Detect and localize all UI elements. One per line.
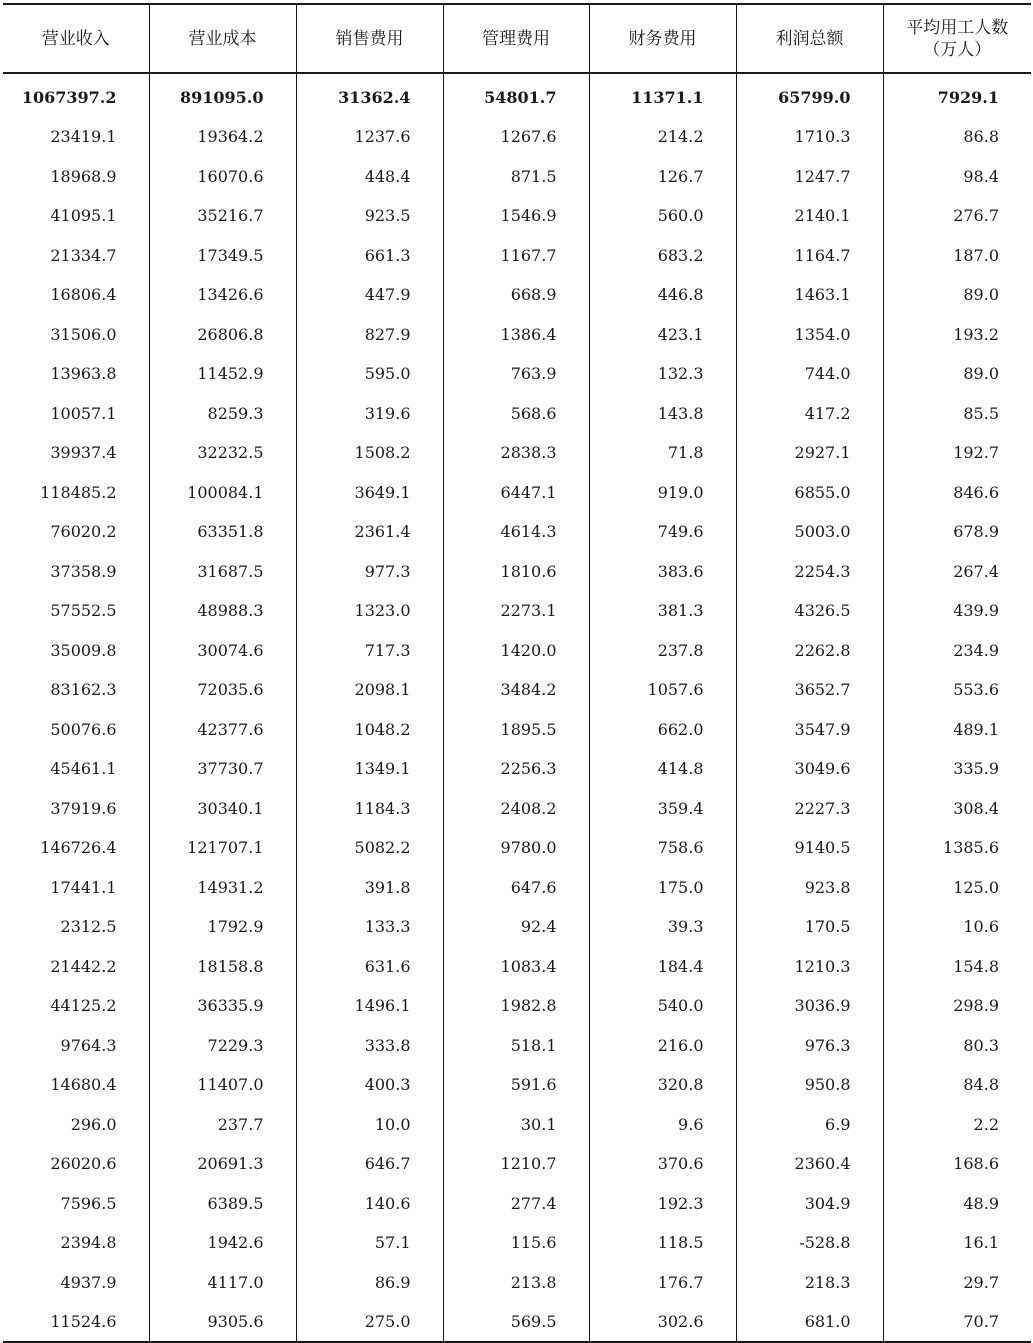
table-cell: 3036.9 [736,986,883,1026]
table-cell: 175.0 [589,868,736,908]
header-total-profit: 利润总额 [736,4,883,73]
header-avg-employees [883,4,1031,73]
table-cell: 48988.3 [149,591,296,631]
table-cell: 1164.7 [736,236,883,276]
total-cell: 7929.1 [883,73,1031,117]
table-cell: 439.9 [883,591,1031,631]
table-row [3,907,1031,947]
table-cell: 115.6 [443,1223,589,1263]
table-cell: 540.0 [589,986,736,1026]
table-row [3,354,1031,394]
table-cell: 370.6 [589,1144,736,1184]
table-cell: 2312.5 [60,917,117,937]
table-row [3,1302,1031,1342]
table-cell: 308.4 [883,789,1031,829]
total-cell: 1067397.2 [21,88,117,107]
table-cell: 2254.3 [736,552,883,592]
table-row [3,1026,1031,1066]
table-cell: 31687.5 [149,552,296,592]
table-cell: 1895.5 [443,710,589,750]
total-cell: 891095.0 [149,73,296,117]
table-cell: 9305.6 [149,1302,296,1342]
table-header [3,4,1031,73]
table-cell: 489.1 [883,710,1031,750]
table-cell: 5003.0 [736,512,883,552]
table-cell: 42377.6 [149,710,296,750]
table-cell: 1496.1 [296,986,443,1026]
table-cell: 237.8 [589,631,736,671]
table-cell: 35009.8 [50,640,117,660]
table-cell: 48.9 [883,1184,1031,1224]
table-row [3,236,1031,276]
table-cell: 30074.6 [149,631,296,671]
table-cell: 275.0 [296,1302,443,1342]
table-cell: 84.8 [883,1065,1031,1105]
table-cell: 678.9 [883,512,1031,552]
table-row [3,1223,1031,1263]
total-cell: 11371.1 [589,73,736,117]
table-row [3,394,1031,434]
table-cell: 749.6 [589,512,736,552]
table-cell: 170.5 [736,907,883,947]
table-cell: 6.9 [736,1105,883,1145]
table-cell: 1420.0 [443,631,589,671]
table-cell: 11524.6 [3,1302,149,1342]
table-cell: 26806.8 [149,315,296,355]
table-cell: 1184.3 [296,789,443,829]
table-cell: 6855.0 [736,473,883,513]
table-cell: 977.3 [296,552,443,592]
table-cell: 7596.5 [60,1193,117,1213]
table-row [3,552,1031,592]
table-cell: 89.0 [883,354,1031,394]
table-cell: 2227.3 [736,789,883,829]
table-cell: 1349.1 [296,749,443,789]
table-cell: 1710.3 [736,117,883,157]
table-cell: 827.9 [296,315,443,355]
table-cell: 63351.8 [149,512,296,552]
table-cell: 919.0 [589,473,736,513]
table-cell: 168.6 [883,1144,1031,1184]
table-cell: 2273.1 [443,591,589,631]
table-cell: 2838.3 [443,433,589,473]
table-cell: 16070.6 [149,157,296,197]
total-cell: 31362.4 [296,73,443,117]
table-cell: 237.7 [149,1105,296,1145]
table-cell: 76020.2 [50,522,117,542]
table-cell: 335.9 [883,749,1031,789]
table-cell: 359.4 [589,789,736,829]
table-row [3,947,1031,987]
table-body [3,73,1031,1342]
table-cell: 30.1 [443,1105,589,1145]
table-row [3,1065,1031,1105]
table-cell: 17441.1 [50,877,117,897]
table-row [3,631,1031,671]
table-cell: 3652.7 [736,670,883,710]
table-cell: 423.1 [589,315,736,355]
table-cell: 2140.1 [736,196,883,236]
table-cell: 11452.9 [149,354,296,394]
table-cell: 89.0 [883,275,1031,315]
table-cell: 213.8 [443,1263,589,1303]
table-cell: 86.9 [296,1263,443,1303]
table-cell: 92.4 [443,907,589,947]
table-cell: 118485.2 [40,482,117,502]
header-avg-employees-unit: （万人） [923,39,992,60]
table-cell: 400.3 [296,1065,443,1105]
table-cell: 4614.3 [443,512,589,552]
table-cell: 17349.5 [149,236,296,276]
table-cell: 37358.9 [50,561,117,581]
table-cell: 976.3 [736,1026,883,1066]
table-cell: 846.6 [883,473,1031,513]
table-cell: 277.4 [443,1184,589,1224]
table-cell: 383.6 [589,552,736,592]
table-cell: 1267.6 [443,117,589,157]
table-row [3,749,1031,789]
table-cell: 5082.2 [296,828,443,868]
table-row [3,986,1031,1026]
table-cell: 50076.6 [50,719,117,739]
table-cell: 70.7 [883,1302,1031,1342]
header-financial-expense: 财务费用 [589,4,736,73]
table-cell: 2361.4 [296,512,443,552]
table-cell: 871.5 [443,157,589,197]
header-admin-expense: 管理费用 [443,4,589,73]
table-cell: 3649.1 [296,473,443,513]
header-selling-expense: 销售费用 [296,4,443,73]
table-cell: 1210.7 [443,1144,589,1184]
table-cell: 296.0 [70,1114,117,1134]
table-cell: 417.2 [736,394,883,434]
table-cell: 80.3 [883,1026,1031,1066]
table-cell: 3049.6 [736,749,883,789]
table-cell: 923.8 [736,868,883,908]
statistics-table [3,3,1031,1343]
total-row [3,73,1031,117]
table-cell: 298.9 [883,986,1031,1026]
table-cell: 2.2 [883,1105,1031,1145]
table-cell: 1463.1 [736,275,883,315]
table-cell: 683.2 [589,236,736,276]
table-row [3,1144,1031,1184]
table-cell: 1210.3 [736,947,883,987]
table-cell: 1083.4 [443,947,589,987]
table-cell: 4937.9 [60,1272,117,1292]
table-cell: 146726.4 [40,838,117,858]
table-row [3,196,1031,236]
table-cell: 1386.4 [443,315,589,355]
table-row [3,117,1031,157]
table-cell: 126.7 [589,157,736,197]
table-cell: 2098.1 [296,670,443,710]
table-cell: 19364.2 [149,117,296,157]
table-cell: 32232.5 [149,433,296,473]
table-cell: 1810.6 [443,552,589,592]
table-cell: 553.6 [883,670,1031,710]
table-cell: 36335.9 [149,986,296,1026]
table-cell: 414.8 [589,749,736,789]
total-cell: 65799.0 [736,73,883,117]
table-cell: 1237.6 [296,117,443,157]
table-cell: 13963.8 [50,364,117,384]
table-cell: 2394.8 [60,1233,117,1253]
table-cell: 681.0 [736,1302,883,1342]
table-cell: 21334.7 [50,245,117,265]
table-cell: 11407.0 [149,1065,296,1105]
table-cell: 16806.4 [50,285,117,305]
table-cell: 30340.1 [149,789,296,829]
table-cell: 1167.7 [443,236,589,276]
table-row [3,789,1031,829]
table-cell: 1057.6 [589,670,736,710]
table-cell: 569.5 [443,1302,589,1342]
table-cell: 23419.1 [50,127,117,147]
table-cell: 4117.0 [149,1263,296,1303]
table-cell: 304.9 [736,1184,883,1224]
table-cell: 9140.5 [736,828,883,868]
table-cell: 184.4 [589,947,736,987]
table-row [3,433,1031,473]
header-row [3,4,1031,73]
table-row [3,315,1031,355]
table-cell: 29.7 [883,1263,1031,1303]
table-cell: 717.3 [296,631,443,671]
table-cell: 39.3 [589,907,736,947]
table-cell: -528.8 [736,1223,883,1263]
table-cell: 1354.0 [736,315,883,355]
table-cell: 3547.9 [736,710,883,750]
table-cell: 187.0 [883,236,1031,276]
table-cell: 154.8 [883,947,1031,987]
table-cell: 31506.0 [50,324,117,344]
table-cell: 1546.9 [443,196,589,236]
table-cell: 216.0 [589,1026,736,1066]
table-cell: 16.1 [883,1223,1031,1263]
table-cell: 446.8 [589,275,736,315]
table-cell: 744.0 [736,354,883,394]
table-cell: 37730.7 [149,749,296,789]
table-row [3,473,1031,513]
table-cell: 98.4 [883,157,1031,197]
table-cell: 1048.2 [296,710,443,750]
table-cell: 319.6 [296,394,443,434]
table-cell: 6389.5 [149,1184,296,1224]
table-cell: 234.9 [883,631,1031,671]
table-cell: 447.9 [296,275,443,315]
table-cell: 391.8 [296,868,443,908]
table-cell: 18968.9 [50,166,117,186]
table-cell: 176.7 [589,1263,736,1303]
table-cell: 143.8 [589,394,736,434]
table-cell: 763.9 [443,354,589,394]
table-cell: 140.6 [296,1184,443,1224]
table-cell: 647.6 [443,868,589,908]
table-cell: 85.5 [883,394,1031,434]
table-cell: 133.3 [296,907,443,947]
table-cell: 2360.4 [736,1144,883,1184]
table-row [3,157,1031,197]
table-cell: 35216.7 [149,196,296,236]
table-cell: 72035.6 [149,670,296,710]
table-cell: 18158.8 [149,947,296,987]
table-cell: 631.6 [296,947,443,987]
table-cell: 518.1 [443,1026,589,1066]
table-cell: 83162.3 [50,680,117,700]
table-cell: 320.8 [589,1065,736,1105]
table-cell: 45461.1 [50,759,117,779]
table-row [3,1263,1031,1303]
table-cell: 267.4 [883,552,1031,592]
table-row [3,591,1031,631]
table-cell: 57.1 [296,1223,443,1263]
statistics-table-container [3,3,1031,1343]
table-cell: 121707.1 [149,828,296,868]
table-cell: 568.6 [443,394,589,434]
header-operating-cost: 营业成本 [149,4,296,73]
table-cell: 646.7 [296,1144,443,1184]
table-cell: 37919.6 [50,798,117,818]
table-row [3,512,1031,552]
table-cell: 302.6 [589,1302,736,1342]
table-cell: 192.3 [589,1184,736,1224]
table-row [3,868,1031,908]
table-cell: 118.5 [589,1223,736,1263]
table-cell: 758.6 [589,828,736,868]
table-cell: 950.8 [736,1065,883,1105]
table-cell: 6447.1 [443,473,589,513]
table-cell: 9780.0 [443,828,589,868]
table-cell: 7229.3 [149,1026,296,1066]
table-cell: 14931.2 [149,868,296,908]
table-row [3,1105,1031,1145]
table-cell: 1247.7 [736,157,883,197]
table-cell: 132.3 [589,354,736,394]
table-cell: 1323.0 [296,591,443,631]
table-cell: 9764.3 [60,1035,117,1055]
header-revenue: 营业收入 [3,4,149,73]
table-cell: 381.3 [589,591,736,631]
table-cell: 71.8 [589,433,736,473]
table-cell: 8259.3 [149,394,296,434]
header-avg-employees-label: 平均用工人数 [906,17,1009,38]
table-cell: 2262.8 [736,631,883,671]
table-cell: 21442.2 [50,956,117,976]
table-cell: 591.6 [443,1065,589,1105]
table-cell: 20691.3 [149,1144,296,1184]
table-cell: 448.4 [296,157,443,197]
table-cell: 1942.6 [149,1223,296,1263]
table-cell: 1508.2 [296,433,443,473]
table-cell: 560.0 [589,196,736,236]
table-row [3,710,1031,750]
table-cell: 276.7 [883,196,1031,236]
table-cell: 1792.9 [149,907,296,947]
table-cell: 595.0 [296,354,443,394]
table-cell: 193.2 [883,315,1031,355]
table-row [3,670,1031,710]
table-cell: 218.3 [736,1263,883,1303]
table-cell: 10.6 [883,907,1031,947]
table-cell: 57552.5 [50,601,117,621]
table-cell: 2408.2 [443,789,589,829]
table-cell: 662.0 [589,710,736,750]
table-cell: 1982.8 [443,986,589,1026]
table-cell: 333.8 [296,1026,443,1066]
table-cell: 923.5 [296,196,443,236]
table-cell: 1385.6 [883,828,1031,868]
table-row [3,275,1031,315]
table-cell: 41095.1 [50,206,117,226]
table-cell: 2927.1 [736,433,883,473]
table-cell: 39937.4 [50,443,117,463]
table-cell: 100084.1 [149,473,296,513]
table-cell: 668.9 [443,275,589,315]
table-cell: 3484.2 [443,670,589,710]
table-cell: 26020.6 [50,1154,117,1174]
table-cell: 10057.1 [50,403,117,423]
table-cell: 10.0 [296,1105,443,1145]
total-cell: 54801.7 [443,73,589,117]
table-cell: 13426.6 [149,275,296,315]
table-row [3,1184,1031,1224]
table-cell: 14680.4 [50,1075,117,1095]
table-cell: 2256.3 [443,749,589,789]
table-cell: 192.7 [883,433,1031,473]
table-cell: 44125.2 [50,996,117,1016]
table-cell: 4326.5 [736,591,883,631]
table-cell: 86.8 [883,117,1031,157]
table-cell: 125.0 [883,868,1031,908]
table-cell: 214.2 [589,117,736,157]
table-cell: 9.6 [589,1105,736,1145]
table-cell: 661.3 [296,236,443,276]
table-row [3,828,1031,868]
